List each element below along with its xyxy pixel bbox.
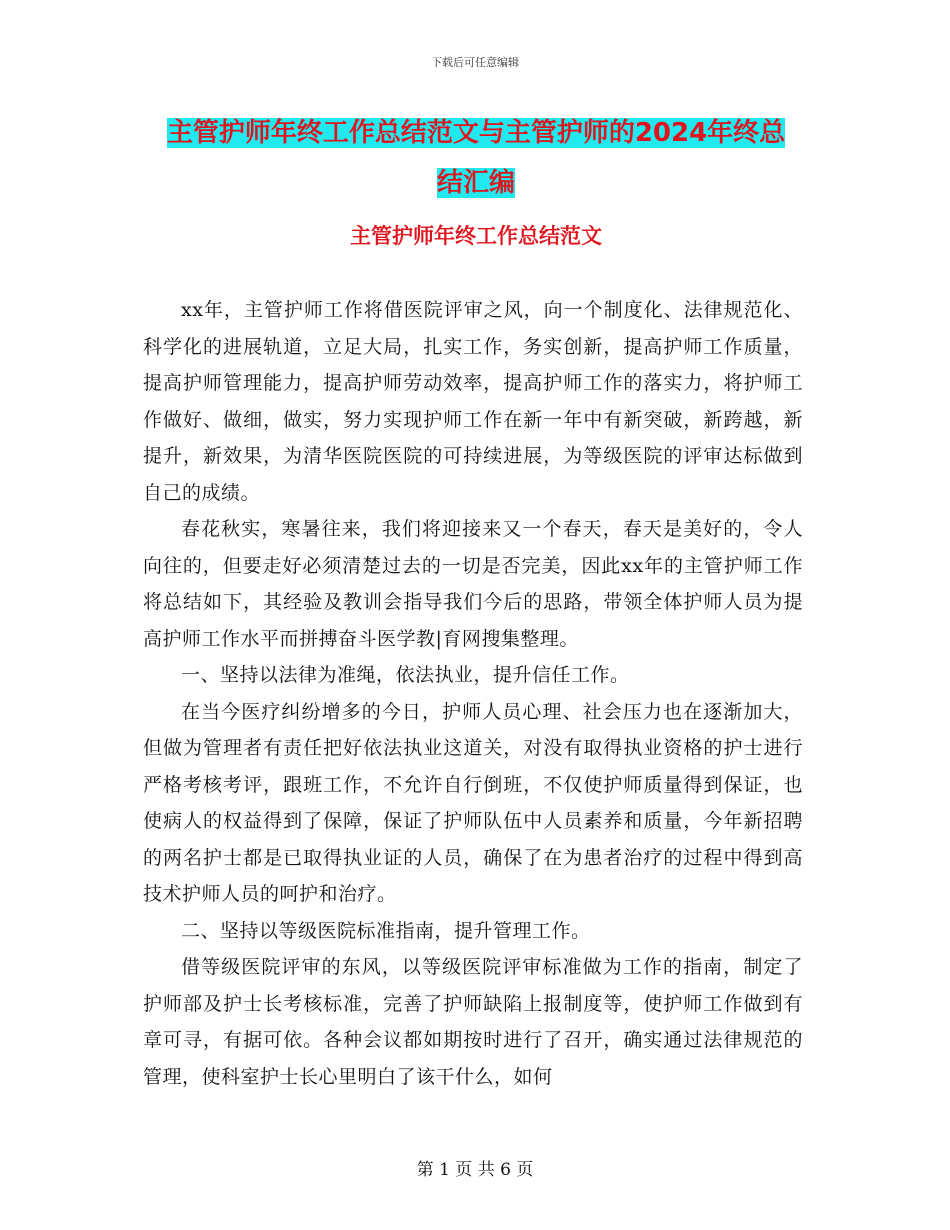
document-body	[143, 292, 803, 1095]
title-line-2: 结汇编	[436, 168, 515, 198]
heading-paragraph: 一、坚持以法律为准绳，依法执业，提升信任工作。	[181, 664, 630, 686]
paragraph: 在当今医疗纠纷增多的今日，护师人员心理、社会压力也在逐渐加大，但做为管理者有责任把好依法执业这道关，对没有取得执业资格的护士进行严格考核考评，跟班工作，不允许自行倒班，不仅使护师质量得到保证，也使病人的权益得到了保障，保证了护师队伍中人员素养和质量，今年新招聘的两名护士都是已取得执业证的人员，确保了在为患者治疗的过程中得到高技术护师人员的呵护和治疗。	[143, 700, 803, 905]
page-number: 第 1 页 共 6 页	[416, 1160, 534, 1180]
header-note: 下载后可任意编辑	[431, 56, 519, 69]
title-line-1: 主管护师年终工作总结范文与主管护师的2024年终总	[166, 118, 786, 148]
heading-paragraph: 二、坚持以等级医院标准指南，提升管理工作。	[181, 919, 591, 942]
page-header	[0, 54, 950, 70]
paragraph: xx年，主管护师工作将借医院评审之风，向一个制度化、法律规范化、科学化的进展轨道，立足大局，扎实工作，务实创新，提高护师工作质量，提高护师管理能力，提高护师劳动效率，提高护师工作的落实力，将护师工作做好、做细，做实，努力实现护师工作在新一年中有新突破，新跨越，新提升，新效果，为清华医院医院的可持续进展，为等级医院的评审达标做到自己的成绩。	[143, 299, 803, 504]
document-title	[140, 108, 812, 208]
paragraph: 借等级医院评审的东风，以等级医院评审标准做为工作的指南，制定了护师部及护士长考核标准，完善了护师缺陷上报制度等，使护师工作做到有章可寻，有据可依。各种会议都如期按时进行了召开，确实通过法律规范的管理，使科室护士长心里明白了该干什么，如何	[143, 956, 803, 1088]
page-footer	[0, 1155, 950, 1180]
section-title: 主管护师年终工作总结范文	[350, 224, 602, 248]
paragraph: 春花秋实，寒暑往来，我们将迎接来又一个春天，春天是美好的，令人向往的，但要走好必须清楚过去的一切是否完美，因此xx年的主管护师工作将总结如下，其经验及教训会指导我们今后的思路，带领全体护师人员为提高护师工作水平而拼搏奋斗医学教|育网搜集整理。	[143, 518, 803, 650]
